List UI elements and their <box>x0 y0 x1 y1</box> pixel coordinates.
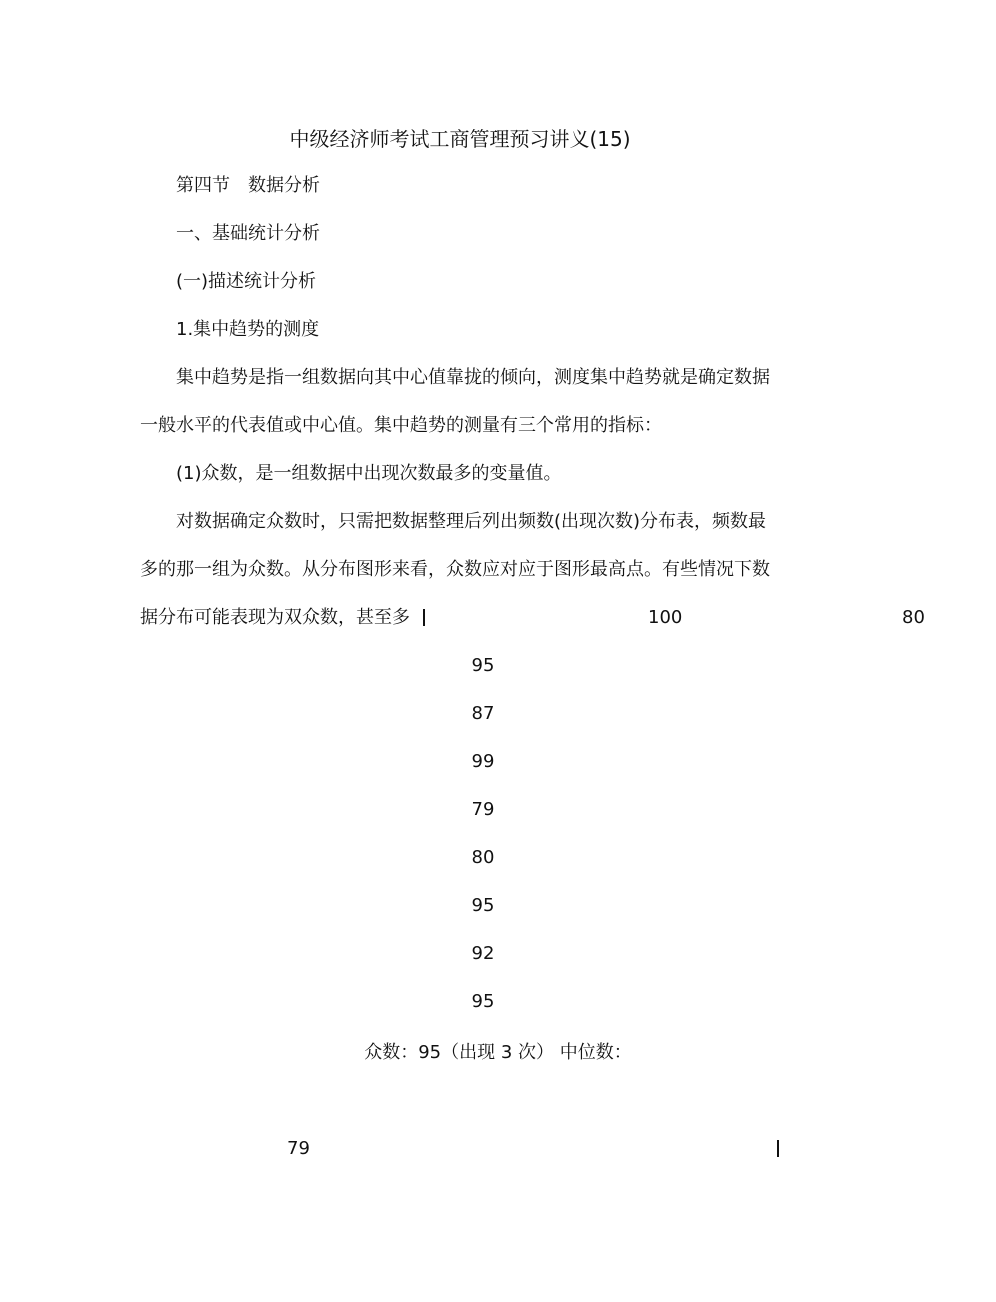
paragraph-line: 据分布可能表现为双众数，甚至多 <box>140 607 410 628</box>
paragraph-line: 集中趋势是指一组数据向其中心值靠拢的倾向，测度集中趋势就是确定数据 <box>176 367 770 388</box>
table-header-value: 100 <box>648 607 683 628</box>
table-header-value: 80 <box>902 607 925 628</box>
data-value: 92 <box>471 943 495 964</box>
table-border <box>423 609 425 626</box>
data-value: 79 <box>471 799 495 820</box>
data-value: 95 <box>471 895 495 916</box>
paragraph-mode-definition: (1)众数，是一组数据中出现次数最多的变量值。 <box>176 463 562 484</box>
data-value: 99 <box>471 751 495 772</box>
paragraph-line: 对数据确定众数时，只需把数据整理后列出频数(出现次数)分布表，频数最 <box>176 511 767 532</box>
heading-basic-statistics: 一、基础统计分析 <box>176 223 320 244</box>
heading-descriptive-statistics: (一)描述统计分析 <box>176 271 317 292</box>
paragraph-line: 多的那一组为众数。从分布图形来看，众数应对应于图形最高点。有些情况下数 <box>140 559 770 580</box>
heading-central-tendency: 1.集中趋势的测度 <box>176 319 320 340</box>
data-value: 80 <box>471 847 495 868</box>
mode-median-summary: 众数：95（出现 3 次） 中位数： <box>364 1042 632 1063</box>
data-value: 95 <box>471 655 495 676</box>
bottom-value: 79 <box>287 1138 310 1159</box>
table-border <box>777 1140 779 1157</box>
data-value: 95 <box>471 991 495 1012</box>
paragraph-line: 一般水平的代表值或中心值。集中趋势的测量有三个常用的指标： <box>140 415 662 436</box>
section-heading: 第四节 数据分析 <box>176 175 320 196</box>
document-title: 中级经济师考试工商管理预习讲义(15) <box>289 127 631 151</box>
data-value: 87 <box>471 703 495 724</box>
